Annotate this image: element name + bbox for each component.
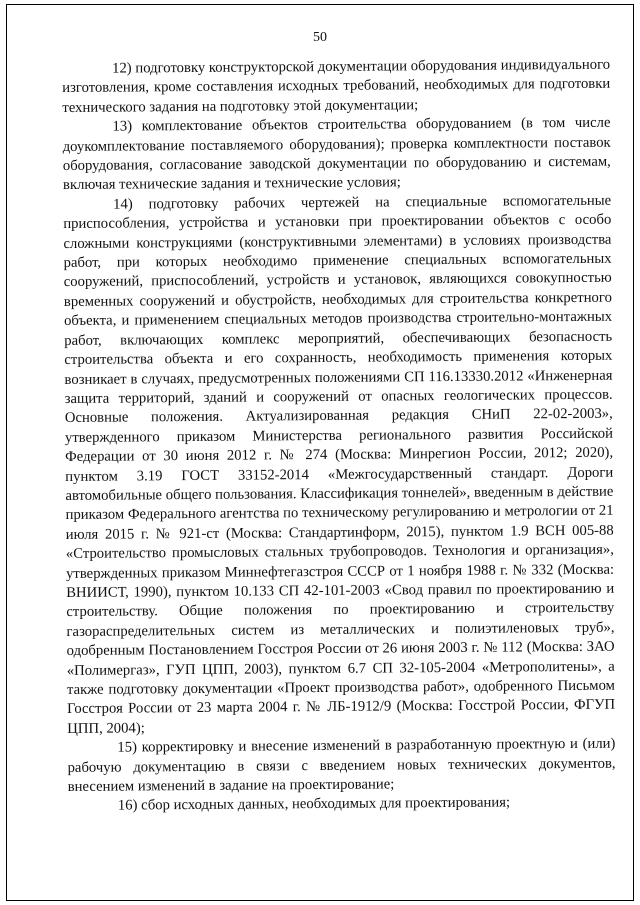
paragraph-item-13: 13) комплектование объектов строительства оборудованием (в том числе доукомплектование поставляемого оборудования); проверка комплектности поставок оборудования, согласование заводской документации по оборудованию и системам, включая технические задания и технические условия; <box>62 114 611 194</box>
paragraph-item-16: 16) сбор исходных данных, необходимых для проектирования; <box>117 794 511 815</box>
page-number: 50 <box>313 30 327 45</box>
paragraph-item-12: 12) подготовку конструкторской документации оборудования индивидуального изготовления, кроме составления исходных требований, необходимых для подготовки технического задания на подготовку этой документации; <box>62 56 611 116</box>
paragraph-item-14: 14) подготовку рабочих чертежей на специальные вспомогательные приспособления, устройства и установки при проектировании объектов с особо сложными конструкциями (конструктивными элементами) в условиях производства работ, при которых необходимо применение специальных вспомогательных сооружений, приспособлений, устройств и установок, являющихся совокупностью временных сооружений и обустройств, необходимых для строительства конкретного объекта, и применением специальных методов производства строительно-монтажных работ, включающих комплекс мероприятий, обеспечивающих безопасность строительства объекта и его сохранность, необходимость применения которых возникает в случаях, предусмотренных положениями СП 116.13330.2012 «Инженерная защита территорий, зданий и сооружений от опасных геологических процессов. Основные положения. Актуализированная редакция СНиП 22-02-2003», утвержденного приказом Министерства регионального развития Российской Федерации от 30 июня 2012 г. № 274 (Москва: Минрегион России, 2012; 2020), пунктом 3.19 ГОСТ 33152-2014 «Межгосударственный стандарт. Дороги автомобильные общего пользования. Классификация тоннелей», введенным в действие приказом Федерального агентства по техническому регулированию и метрологии от 21 июля 2015 г. № 921-ст (Москва: Стандартинформ, 2015), пунктом 1.9 ВСН 005-88 «Строительство промысловых стальных трубопроводов. Технология и организация», утвержденных приказом Миннефтегазстроя СССР от 1 ноября 1988 г. № 332 (Москва: ВНИИСТ, 1990), пунктом 10.133 СП 42-101-2003 «Свод правил по проектированию и строительству. Общие положения по проектированию и строительству газораспределительных систем из металлических и полиэтиленовых труб», одобренным Постановлением Госстроя России от 26 июня 2003 г. № 112 (Москва: ЗАО «Полимергаз», ГУП ЦПП, 2003), пунктом 6.7 СП 32-105-2004 «Метрополитены», а также подготовку документации «Проект производства работ», одобренного Письмом Госстроя России от 23 марта 2004 г. № ЛБ-1912/9 (Москва: Госстрой России, ФГУП ЦПП, 2004); <box>63 192 616 737</box>
document-body <box>62 56 616 817</box>
paragraph-item-15: 15) корректировку и внесение изменений в разработанную проектную и (или) рабочую документацию в связи с введением новых технических документов, внесением изменений в задание на проектирование; <box>67 735 616 796</box>
